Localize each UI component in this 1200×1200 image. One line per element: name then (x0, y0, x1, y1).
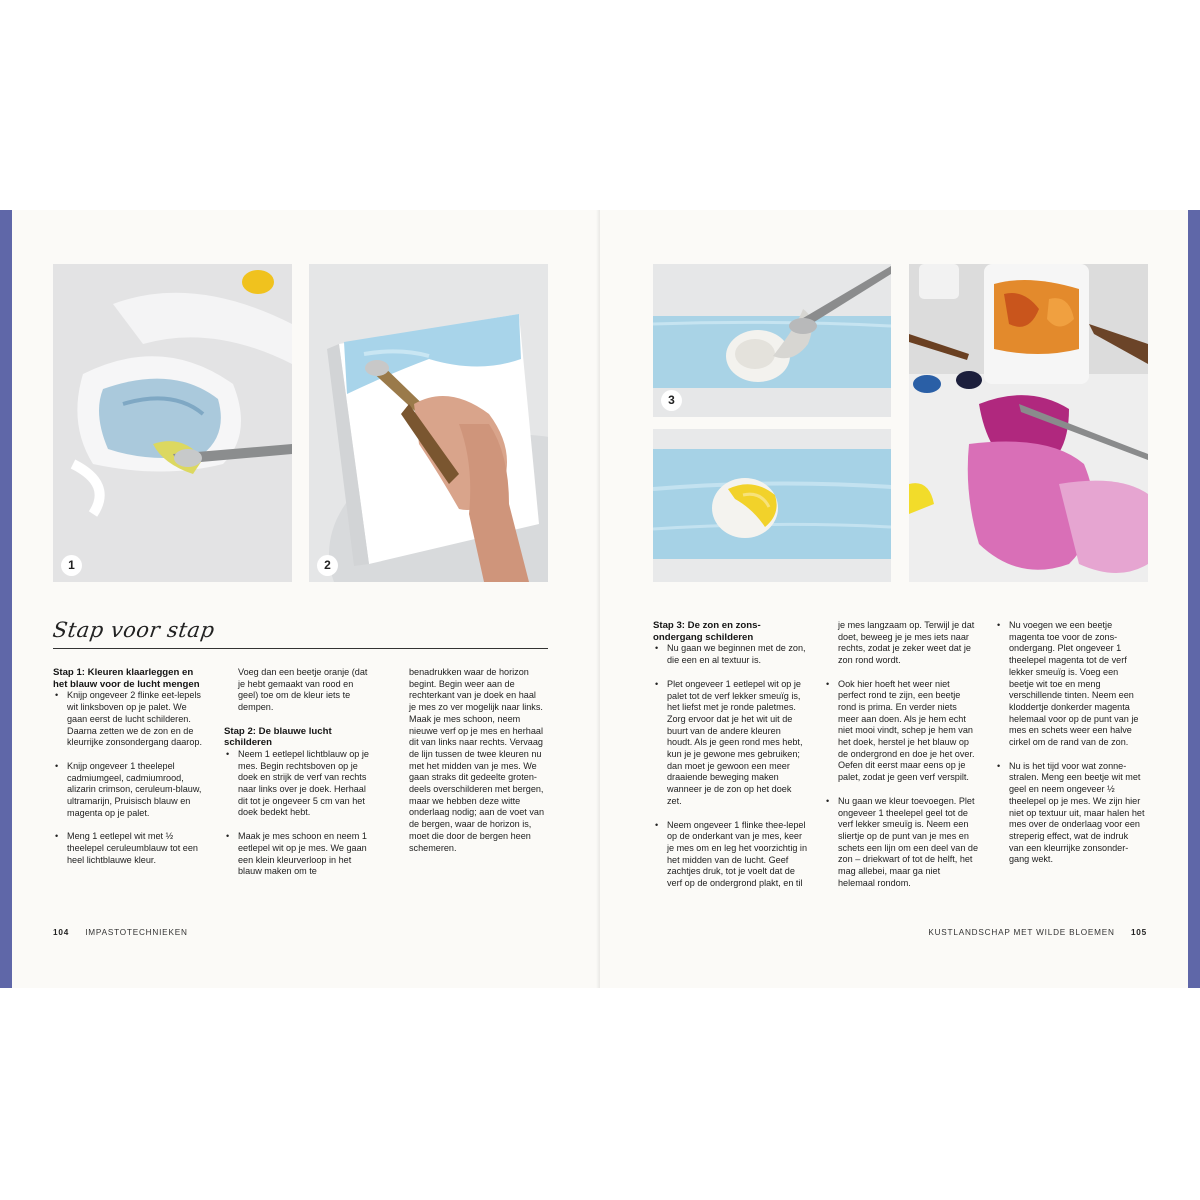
section-title: Stap voor stap (51, 618, 217, 642)
step-2-list (224, 749, 374, 878)
photo-step-4 (653, 429, 891, 582)
book-spread (0, 210, 1200, 988)
right-footer (928, 928, 1147, 937)
list-item: • Meng 1 eetlepel wit met ½ theelepel ceruleumblauw tot een heel lichtblauwe kleur. (67, 831, 203, 866)
step-badge: 3 (661, 390, 682, 411)
step-2-continuation: benadrukken waar de horizon begint. Begin weer aan de rechterkant van je doek en haal je mes zo ver mogelijk naar links. Maak je mes schoon, neem nieuwe verf op je mes en herhaal dit van links naar rechts. Vervaag de lijn tussen de twee kleuren nu met het midden van je mes. We gaan straks dit gedeelte groten-deels overschilderen met bergen, maar we hebben deze witte onderlaag nodig; aan de voet van de bergen, waar de horizon is, moet die door de bergen heen schemeren. (409, 667, 544, 853)
photo-step-1 (53, 264, 292, 582)
step-badge: 1 (61, 555, 82, 576)
knife-white-paint-illustration (653, 264, 891, 417)
list-item: • Nu gaan we kleur toevoegen. Plet ongeveer 1 theelepel geel tot de verf lekker smeuïg is. Neem een sliertje op de punt van je mes en schets een lijn om een deel van de zon – driekwart of tot de helft, het mag allebei, maar ga niet helemaal rondom. (838, 796, 979, 890)
list-item: • Plet ongeveer 1 eetlepel wit op je palet tot de verf lekker smeuïg is, het liefst met je ronde paletmes. Zorg ervoor dat je het wit uit de buurt van de andere kleuren houdt. Als je geen rond mes hebt, kun je je gewone mes gebruiken; dan moet je gewoon een meer draaiende beweging maken wanneer je de zon op het doek zet. (667, 679, 808, 808)
step-3-continuation: je mes langzaam op. Terwijl je dat doet, beweeg je je mes iets naar rechts, zodat je zeker weet dat je zon rond wordt. (838, 620, 975, 666)
list-item: • Ook hier hoeft het weer niet perfect rond te zijn, een beetje rond is prima. En verder niets meer aan doen. Als je hem echt niet mooi vindt, schep je hem van het doek, herstel je het blauw op de ondergrond en doe je het over. Oefen dit eerst maar eens op je palet, zodat je geen verf verspilt. (838, 679, 979, 784)
canvas-painting-hand-illustration (309, 264, 548, 582)
list-item: • Knijp ongeveer 2 flinke eet-lepels wit linksboven op je palet. We gaan eerst de lucht schilderen. Daarna zetten we de zon en de kleurrijke zonsondergang daarop. (67, 690, 203, 749)
left-column-3 (395, 667, 545, 854)
step-badge: 2 (317, 555, 338, 576)
step-2-heading: Stap 2: De blauwe lucht schilderen (224, 725, 332, 749)
list-item: • Nu voegen we een beetje magenta toe voor de zons-ondergang. Plet ongeveer 1 theelepel magenta tot de verf lekker smeuïg is. Voeg een beetje wit toe en meng verschillende tinten. Neem een kloddertje donkerder magenta helemaal voor op de punt van je mes en schets weer een halve cirkel om de rand van de zon. (1009, 620, 1145, 749)
list-item: • Maak je mes schoon en neem 1 eetlepel wit op je mes. We gaan een klein kleurverloop in het blauw maken om te (238, 831, 374, 878)
list-item: • Knijp ongeveer 1 theelepel cadmiumgeel, cadmiumrood, alizarin crimson, ceruleum-blauw, ultramarijn, Pruisisch blauw en magenta op je palet. (67, 761, 203, 820)
photo-step-3 (653, 264, 891, 417)
yellow-sun-paint-illustration (653, 429, 891, 582)
list-item: • Neem 1 eetlepel lichtblauw op je mes. Begin rechtsboven op je doek en strijk de verf van rechts naar links over je doek. Herhaal dit tot je ongeveer 5 cm van het doek bedekt hebt. (238, 749, 374, 819)
left-column-1 (53, 667, 203, 879)
list-item: • Nu is het tijd voor wat zonne-stralen. Meng een beetje wit met geel en neem ongeveer ½ theelepel op je mes. We zijn hier niet op textuur uit, maar halen het mes over de onderlaag voor een streperig effect, wat de indruk van een kleurrijke zonsonder-gang wekt. (1009, 761, 1145, 866)
list-item: • Nu gaan we beginnen met de zon, die een en al textuur is. (667, 643, 808, 666)
photo-palette-magenta (909, 264, 1148, 582)
step-3-list-cont (824, 679, 979, 890)
running-head: IMPASTOTECHNIEKEN (85, 928, 188, 937)
photo-step-2 (309, 264, 548, 582)
step-1-heading: Stap 1: Kleuren klaarleggen en het blauw voor de lucht mengen (53, 667, 200, 690)
left-footer (53, 928, 188, 937)
palette-magenta-paint-illustration (909, 264, 1148, 582)
step-3-list (653, 643, 808, 889)
palette-knife-blue-paint-illustration (53, 264, 292, 582)
step-3-heading: Stap 3: De zon en zons-ondergang schilderen (653, 620, 761, 643)
page-number: 105 (1130, 928, 1147, 937)
left-page (12, 210, 600, 988)
right-column-3 (995, 620, 1145, 878)
page-number: 104 (53, 928, 70, 937)
step-3-list-end (995, 620, 1145, 866)
right-page (600, 210, 1188, 988)
list-item: • Neem ongeveer 1 flinke thee-lepel op de onderkant van je mes, keer je mes om en leg het voorzichtig in het midden van de lucht. Geef zachtjes druk, tot je voelt dat de verf op de ondergrond plakt, en til (667, 820, 808, 890)
section-rule (53, 648, 548, 649)
right-column-2 (824, 620, 979, 901)
left-column-2 (224, 667, 374, 890)
right-column-1 (653, 620, 808, 902)
running-head: KUSTLANDSCHAP MET WILDE BLOEMEN (928, 928, 1115, 937)
step-1-continuation: Voeg dan een beetje oranje (dat je hebt gemaakt van rood en geel) toe om de kleur iets te dempen. (238, 667, 368, 713)
step-1-list (53, 690, 203, 866)
